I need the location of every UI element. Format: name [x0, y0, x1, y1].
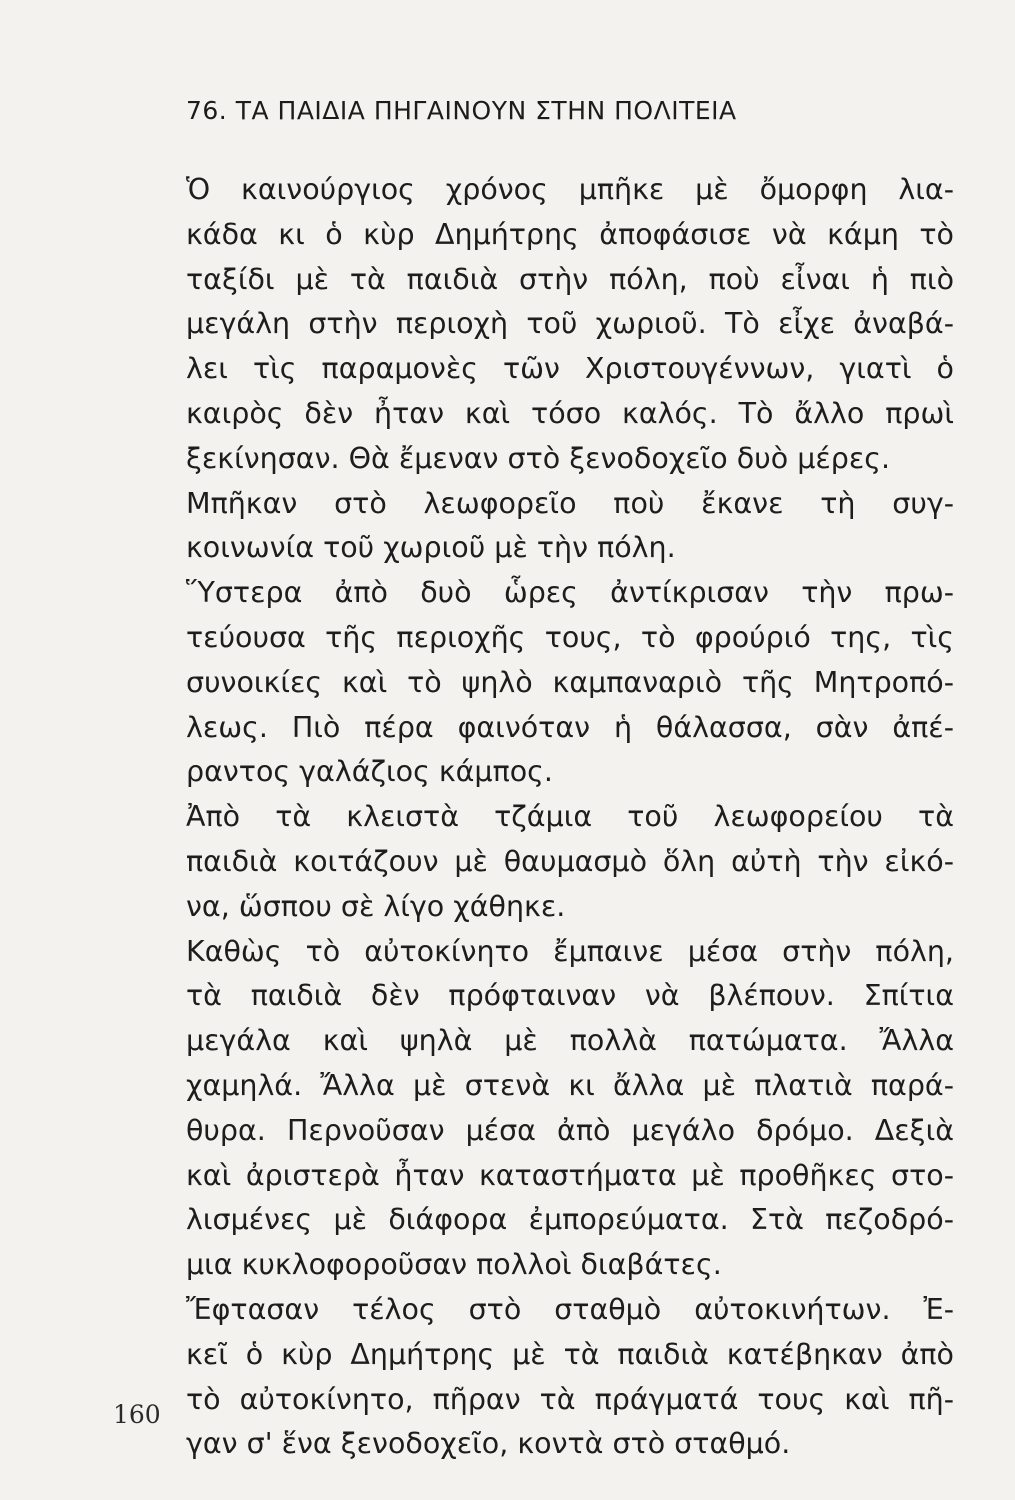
text-line: μεγάλα καὶ ψηλὰ μὲ πολλὰ πατώματα. Ἄλλα: [186, 1024, 954, 1058]
text-line: καιρὸς δὲν ἦταν καὶ τόσο καλός. Τὸ ἄλλο πρωὶ: [186, 396, 954, 430]
text-line: χαμηλά. Ἄλλα μὲ στενὰ κι ἄλλα μὲ πλατιὰ παρά-: [186, 1068, 954, 1102]
text-line: κοινωνία τοῦ χωριοῦ μὲ τὴν πόλη.: [186, 531, 676, 565]
text-line: Ὕστερα ἀπὸ δυὸ ὧρες ἀντίκρισαν τὴν πρω-: [186, 576, 954, 610]
text-line: Ὁ καινούργιος χρόνος μπῆκε μὲ ὄμορφη λια-: [186, 173, 954, 206]
text-line: Μπῆκαν στὸ λεωφορεῖο ποὺ ἔκανε τὴ συγ-: [186, 486, 954, 520]
text-line: μεγάλη στὴν περιοχὴ τοῦ χωριοῦ. Τὸ εἶχε ἀναβά-: [186, 307, 954, 341]
text-line: παιδιὰ κοιτάζουν μὲ θαυμασμὸ ὅλη αὐτὴ τὴν εἰκό-: [186, 844, 954, 878]
text-line: λει τὶς παραμονὲς τῶν Χριστουγέννων, γιατὶ ὁ: [186, 352, 954, 386]
text-line: Ἀπὸ τὰ κλειστὰ τζάμια τοῦ λεωφορείου τὰ: [186, 800, 954, 834]
text-line: μια κυκλοφοροῦσαν πολλοὶ διαβάτες.: [186, 1248, 722, 1282]
text-line: ραντος γαλάζιος κάμπος.: [186, 755, 553, 789]
text-line: λεως. Πιὸ πέρα φαινόταν ἡ θάλασσα, σὰν ἀπέ-: [186, 710, 954, 744]
text-line: τὸ αὐτοκίνητο, πῆραν τὰ πράγματά τους καὶ πῆ-: [186, 1382, 954, 1416]
page-number: 160: [113, 1400, 161, 1429]
text-line: Ἔφτασαν τέλος στὸ σταθμὸ αὐτοκινήτων. Ἐ-: [186, 1292, 954, 1326]
text-line: γαν σ' ἕνα ξενοδοχεῖο, κοντὰ στὸ σταθμό.: [186, 1427, 791, 1461]
text-line: τὰ παιδιὰ δὲν πρόφταιναν νὰ βλέπουν. Σπίτια: [186, 979, 954, 1013]
text-line: Καθὼς τὸ αὐτοκίνητο ἔμπαινε μέσα στὴν πόλη,: [186, 934, 954, 968]
text-line: καὶ ἀριστερὰ ἦταν καταστήματα μὲ προθῆκες στο-: [186, 1158, 954, 1192]
text-line: κεῖ ὁ κὺρ Δημήτρης μὲ τὰ παιδιὰ κατέβηκαν ἀπὸ: [186, 1337, 954, 1371]
text-line: ταξίδι μὲ τὰ παιδιὰ στὴν πόλη, ποὺ εἶναι ἡ πιὸ: [186, 262, 954, 296]
text-line: λισμένες μὲ διάφορα ἐμπορεύματα. Στὰ πεζοδρό-: [186, 1203, 954, 1237]
text-line: συνοικίες καὶ τὸ ψηλὸ καμπαναριὸ τῆς Μητροπό-: [186, 665, 954, 699]
text-line: να, ὥσπου σὲ λίγο χάθηκε.: [186, 889, 566, 923]
body-text: [186, 168, 954, 1467]
text-line: τεύουσα τῆς περιοχῆς τους, τὸ φρούριό της, τὶς: [186, 620, 954, 654]
text-line: θυρα. Περνοῦσαν μέσα ἀπὸ μεγάλο δρόμο. Δεξιὰ: [186, 1113, 954, 1147]
chapter-title: 76. ΤΑ ΠΑΙΔΙΑ ΠΗΓΑΙΝΟΥΝ ΣΤΗΝ ΠΟΛΙΤΕΙΑ: [186, 96, 737, 125]
text-line: ξεκίνησαν. Θὰ ἔμεναν στὸ ξενοδοχεῖο δυὸ μέρες.: [186, 441, 891, 475]
text-line: κάδα κι ὁ κὺρ Δημήτρης ἀποφάσισε νὰ κάμη τὸ: [186, 217, 954, 251]
